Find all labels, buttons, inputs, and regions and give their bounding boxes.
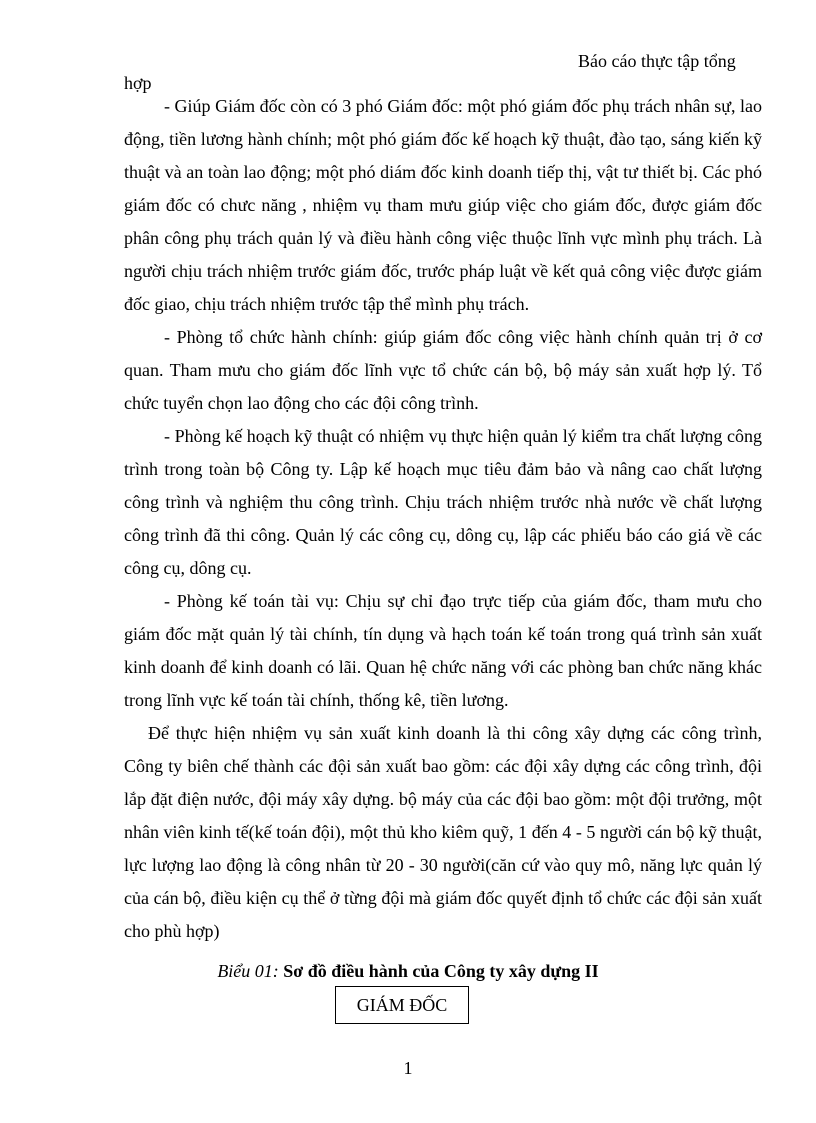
figure-caption-title: Sơ đồ điều hành của Công ty xây dựng II — [283, 961, 599, 981]
paragraph-deputy-directors: - Giúp Giám đốc còn có 3 phó Giám đốc: một phó giám đốc phụ trách nhân sự, lao động, tiền lương hành chính; một phó giám đốc kế hoạch kỹ thuật, đào tạo, sáng kiến kỹ thuật và an toàn lao động; một phó diám đốc kinh doanh tiếp thị, vật tư thiết bị. Các phó giám đốc có chưc năng , nhiệm vụ tham mưu giúp việc cho giám đốc, được giám đốc phân công phụ trách quản lý và điều hành công việc thuộc lĩnh vực mình phụ trách. Là người chịu trách nhiệm trước giám đốc, trước pháp luật về kết quả công việc được giám đốc giao, chịu trách nhiệm trước tập thể mình phụ trách. — [124, 96, 762, 314]
body-text — [124, 90, 762, 948]
paragraph-planning-dept: - Phòng kế hoạch kỹ thuật có nhiệm vụ thực hiện quản lý kiểm tra chất lượng công trình trong toàn bộ Công ty. Lập kế hoạch mục tiêu đảm bảo và nâng cao chất lượng công trình và nghiệm thu công trình. Chịu trách nhiệm trước nhà nước về chất lượng công trình đã thi công. Quản lý các công cụ, dông cụ, lập các phiếu báo cáo giá về các công cụ, dông cụ. — [124, 426, 762, 578]
paragraph-accounting-dept: - Phòng kế toán tài vụ: Chịu sự chỉ đạo trực tiếp của giám đốc, tham mưu cho giám đốc mặt quản lý tài chính, tín dụng và hạch toán kế toán trong quá trình sản xuất kinh doanh để kinh doanh có lãi. Quan hệ chức năng với các phòng ban chức năng khác trong lĩnh vực kế toán tài chính, thống kê, tiền lương. — [124, 591, 762, 710]
paragraph-admin-dept: - Phòng tổ chức hành chính: giúp giám đốc công việc hành chính quản trị ở cơ quan. Tham mưu cho giám đốc lĩnh vực tổ chức cán bộ, bộ máy sản xuất hợp lý. Tổ chức tuyển chọn lao động cho các đội công trình. — [124, 327, 762, 413]
running-header-continuation: hợp — [124, 73, 152, 93]
running-header-title: Báo cáo thực tập tổng — [578, 51, 736, 71]
page-number: 1 — [403, 1058, 413, 1078]
figure-caption — [0, 960, 816, 982]
figure-caption-prefix: Biểu 01: — [217, 961, 279, 981]
org-chart-director-label: GIÁM ĐỐC — [356, 994, 448, 1015]
org-chart-director-box — [335, 986, 469, 1024]
paragraph-production-teams: Để thực hiện nhiệm vụ sản xuất kinh doanh là thi công xây dựng các công trình, Công ty biên chế thành các đội sản xuất bao gồm: các đội xây dựng các công trình, đội lắp đặt điện nước, đội máy xây dựng. bộ máy của các đội bao gồm: một đội trưởng, một nhân viên kinh tế(kế toán đội), một thủ kho kiêm quỹ, 1 đến 4 - 5 người cán bộ kỹ thuật, lực lượng lao động là công nhân từ 20 - 30 người(căn cứ vào quy mô, năng lực quản lý của cán bộ, điều kiện cụ thể ở từng đội mà giám đốc quyết định tổ chức các đội sản xuất cho phù hợp) — [124, 723, 762, 941]
